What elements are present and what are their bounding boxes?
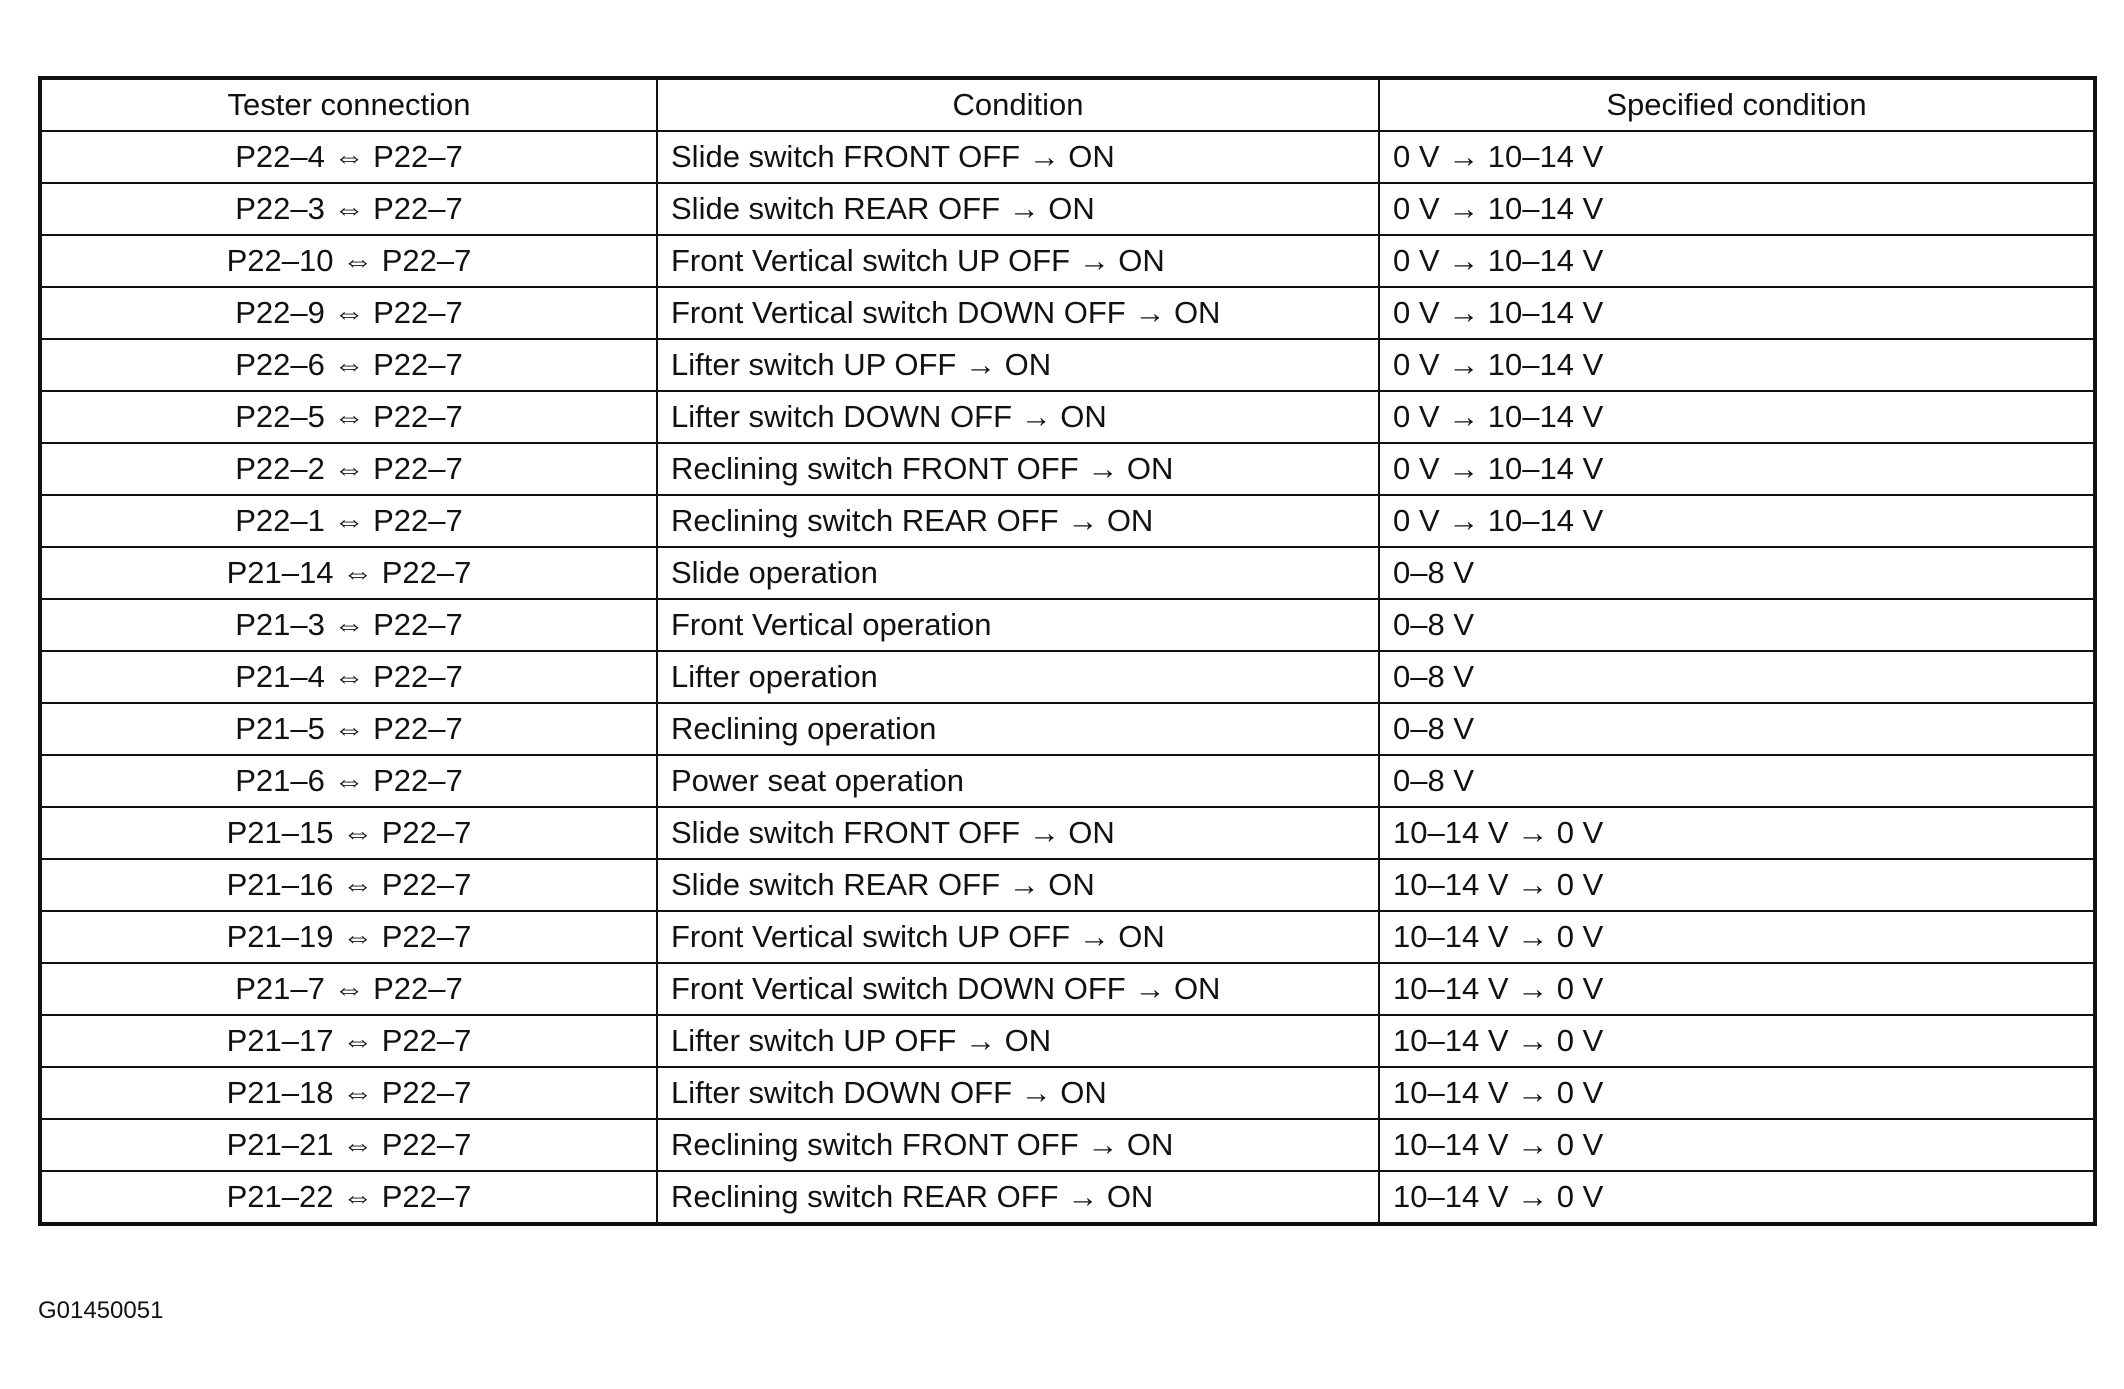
condition-cell: Lifter operation: [657, 651, 1379, 703]
condition-cell: Slide switch REAR OFF → ON: [657, 183, 1379, 235]
tester-connection-cell: P21–16 ⇔ P22–7: [40, 859, 657, 911]
condition-cell: Reclining switch REAR OFF → ON: [657, 495, 1379, 547]
inspection-table-container: [38, 76, 2093, 1226]
tester-connection-cell: P22–4 ⇔ P22–7: [40, 131, 657, 183]
specified-condition-cell: 0 V → 10–14 V: [1379, 287, 2095, 339]
inspection-table: [38, 76, 2097, 1226]
specified-condition-cell: 0 V → 10–14 V: [1379, 131, 2095, 183]
table-body: [40, 131, 2095, 1224]
specified-condition-cell: 0 V → 10–14 V: [1379, 235, 2095, 287]
specified-condition-cell: 10–14 V → 0 V: [1379, 1015, 2095, 1067]
specified-condition-cell: 0 V → 10–14 V: [1379, 495, 2095, 547]
tester-connection-cell: P21–17 ⇔ P22–7: [40, 1015, 657, 1067]
specified-condition-cell: 0 V → 10–14 V: [1379, 391, 2095, 443]
specified-condition-cell: 10–14 V → 0 V: [1379, 1171, 2095, 1224]
condition-cell: Slide switch FRONT OFF → ON: [657, 807, 1379, 859]
specified-condition-cell: 10–14 V → 0 V: [1379, 859, 2095, 911]
tester-connection-cell: P21–18 ⇔ P22–7: [40, 1067, 657, 1119]
table-row: [40, 599, 2095, 651]
specified-condition-cell: 0–8 V: [1379, 599, 2095, 651]
tester-connection-cell: P22–1 ⇔ P22–7: [40, 495, 657, 547]
table-row: [40, 495, 2095, 547]
condition-cell: Lifter switch DOWN OFF → ON: [657, 391, 1379, 443]
tester-connection-cell: P21–14 ⇔ P22–7: [40, 547, 657, 599]
table-row: [40, 235, 2095, 287]
tester-connection-cell: P21–22 ⇔ P22–7: [40, 1171, 657, 1224]
condition-cell: Lifter switch UP OFF → ON: [657, 339, 1379, 391]
specified-condition-cell: 0–8 V: [1379, 703, 2095, 755]
condition-cell: Front Vertical switch DOWN OFF → ON: [657, 963, 1379, 1015]
condition-cell: Lifter switch UP OFF → ON: [657, 1015, 1379, 1067]
table-header-row: [40, 78, 2095, 131]
table-row: [40, 131, 2095, 183]
tester-connection-cell: P22–6 ⇔ P22–7: [40, 339, 657, 391]
condition-cell: Front Vertical switch UP OFF → ON: [657, 235, 1379, 287]
tester-connection-cell: P21–6 ⇔ P22–7: [40, 755, 657, 807]
tester-connection-cell: P22–5 ⇔ P22–7: [40, 391, 657, 443]
tester-connection-cell: P21–15 ⇔ P22–7: [40, 807, 657, 859]
specified-condition-cell: 0–8 V: [1379, 651, 2095, 703]
condition-cell: Power seat operation: [657, 755, 1379, 807]
condition-cell: Front Vertical switch UP OFF → ON: [657, 911, 1379, 963]
condition-cell: Reclining switch REAR OFF → ON: [657, 1171, 1379, 1224]
condition-cell: Front Vertical switch DOWN OFF → ON: [657, 287, 1379, 339]
tester-connection-cell: P21–21 ⇔ P22–7: [40, 1119, 657, 1171]
condition-cell: Slide switch REAR OFF → ON: [657, 859, 1379, 911]
table-row: [40, 651, 2095, 703]
header-condition: Condition: [657, 78, 1379, 131]
table-row: [40, 963, 2095, 1015]
specified-condition-cell: 10–14 V → 0 V: [1379, 1119, 2095, 1171]
header-tester-connection: Tester connection: [40, 78, 657, 131]
condition-cell: Front Vertical operation: [657, 599, 1379, 651]
table-row: [40, 911, 2095, 963]
condition-cell: Reclining operation: [657, 703, 1379, 755]
table-row: [40, 443, 2095, 495]
specified-condition-cell: 10–14 V → 0 V: [1379, 1067, 2095, 1119]
table-row: [40, 1067, 2095, 1119]
table-row: [40, 755, 2095, 807]
specified-condition-cell: 0 V → 10–14 V: [1379, 183, 2095, 235]
tester-connection-cell: P22–2 ⇔ P22–7: [40, 443, 657, 495]
tester-connection-cell: P21–19 ⇔ P22–7: [40, 911, 657, 963]
table-row: [40, 339, 2095, 391]
table-row: [40, 391, 2095, 443]
condition-cell: Reclining switch FRONT OFF → ON: [657, 443, 1379, 495]
condition-cell: Reclining switch FRONT OFF → ON: [657, 1119, 1379, 1171]
tester-connection-cell: P22–10 ⇔ P22–7: [40, 235, 657, 287]
tester-connection-cell: P22–3 ⇔ P22–7: [40, 183, 657, 235]
table-row: [40, 703, 2095, 755]
specified-condition-cell: 0–8 V: [1379, 547, 2095, 599]
condition-cell: Slide switch FRONT OFF → ON: [657, 131, 1379, 183]
table-row: [40, 183, 2095, 235]
condition-cell: Slide operation: [657, 547, 1379, 599]
specified-condition-cell: 0 V → 10–14 V: [1379, 339, 2095, 391]
table-row: [40, 807, 2095, 859]
table-row: [40, 1119, 2095, 1171]
specified-condition-cell: 0 V → 10–14 V: [1379, 443, 2095, 495]
condition-cell: Lifter switch DOWN OFF → ON: [657, 1067, 1379, 1119]
table-row: [40, 287, 2095, 339]
tester-connection-cell: P21–4 ⇔ P22–7: [40, 651, 657, 703]
specified-condition-cell: 10–14 V → 0 V: [1379, 911, 2095, 963]
header-specified-condition: Specified condition: [1379, 78, 2095, 131]
tester-connection-cell: P21–5 ⇔ P22–7: [40, 703, 657, 755]
specified-condition-cell: 10–14 V → 0 V: [1379, 963, 2095, 1015]
specified-condition-cell: 10–14 V → 0 V: [1379, 807, 2095, 859]
tester-connection-cell: P22–9 ⇔ P22–7: [40, 287, 657, 339]
tester-connection-cell: P21–7 ⇔ P22–7: [40, 963, 657, 1015]
table-row: [40, 859, 2095, 911]
specified-condition-cell: 0–8 V: [1379, 755, 2095, 807]
figure-code: G01450051: [38, 1297, 164, 1324]
table-row: [40, 547, 2095, 599]
tester-connection-cell: P21–3 ⇔ P22–7: [40, 599, 657, 651]
table-row: [40, 1015, 2095, 1067]
table-row: [40, 1171, 2095, 1224]
